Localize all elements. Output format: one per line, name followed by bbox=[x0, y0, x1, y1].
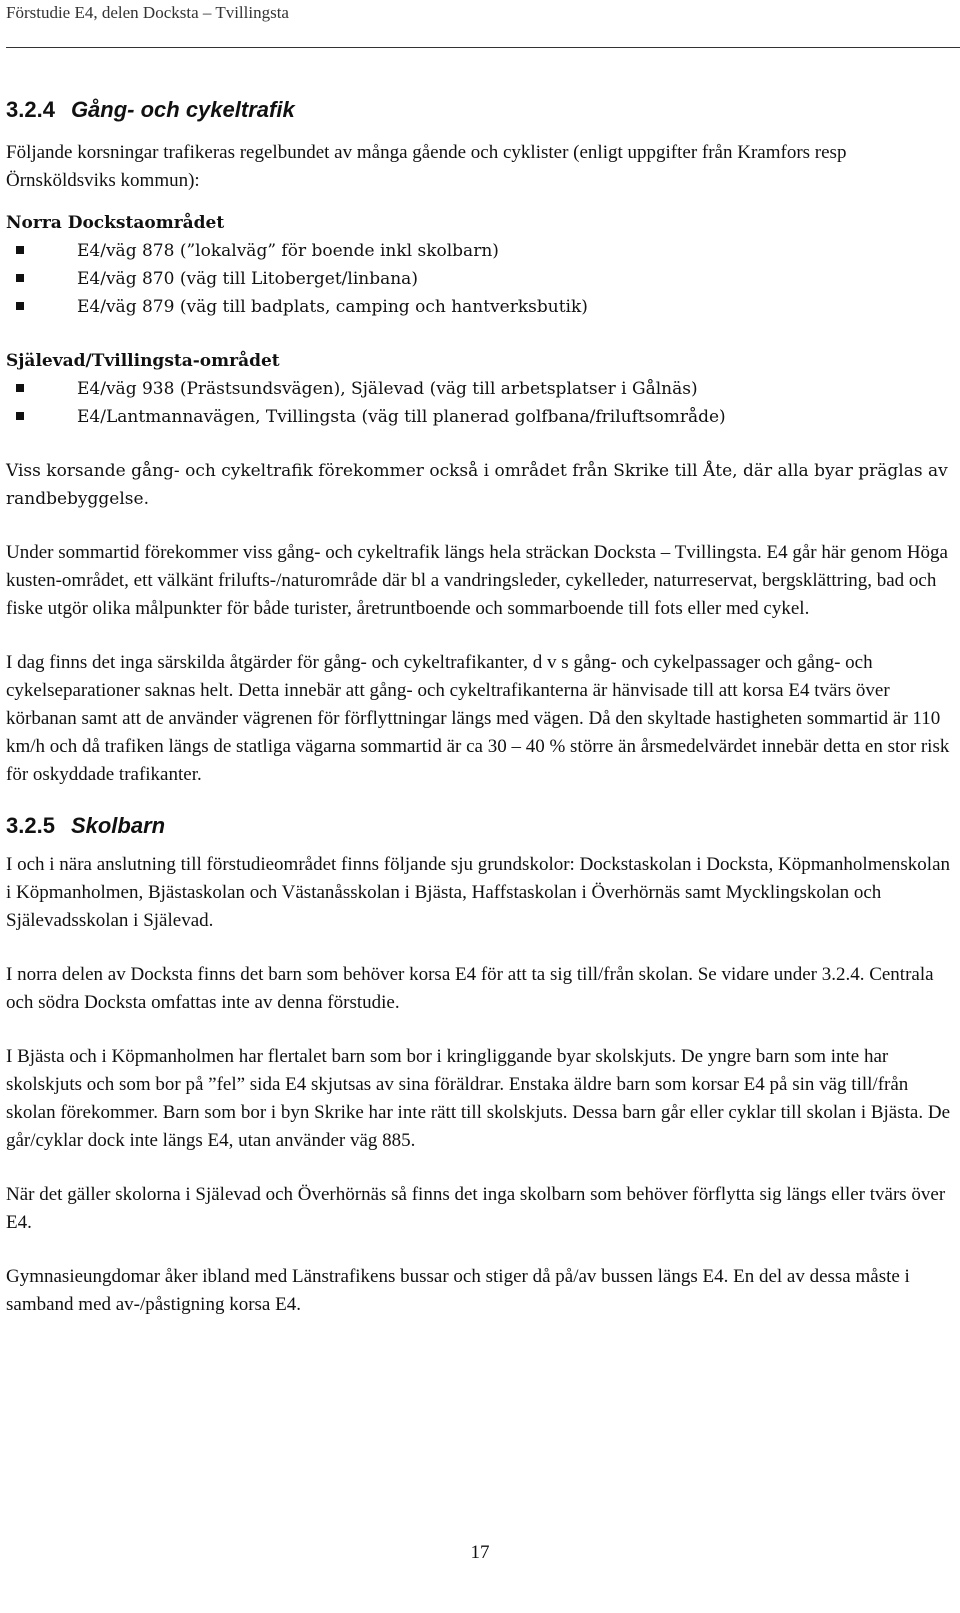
running-header: Förstudie E4, delen Docksta – Tvillingsta bbox=[6, 3, 289, 22]
paragraph-atgarder: I dag finns det inga särskilda åtgärder för gång- och cykeltrafikanter, d v s gång- och cykelpassager och gång- och cykelseparationer saknas helt. Detta innebär att gång- och cykeltrafikanterna är hänvisade till att korsa E4 tvärs över körbanan samt att de använder vägrenen för förflyttningar längs med vägen. Då den skyltade hastigheten sommartid är 110 km/h och då trafiken längs de statliga vägarna sommartid är ca 30 – 40 % större än årsmedelvärdet innebär detta en stor risk för oskyddade trafikanter. bbox=[6, 652, 950, 785]
area-heading-sjalevad: Själevad/Tvillingsta-området bbox=[6, 351, 280, 371]
section-number: 3.2.5 bbox=[6, 813, 55, 838]
list-item-text: E4/Lantmannavägen, Tvillingsta (väg till planerad golfbana/friluftsområde) bbox=[77, 407, 726, 427]
square-bullet-icon bbox=[16, 384, 24, 392]
list-item-text: E4/väg 879 (väg till badplats, camping och hantverksbutik) bbox=[77, 297, 588, 317]
page-content bbox=[6, 95, 956, 1319]
header-rule bbox=[6, 47, 960, 48]
paragraph-skrike-ate: Viss korsande gång- och cykeltrafik förekommer också i området från Skrike till Åte, där alla byar präglas av randbebyggelse. bbox=[6, 461, 948, 509]
list-item-text: E4/väg 938 (Prästsundsvägen), Själevad (väg till arbetsplatser i Gålnäs) bbox=[77, 379, 698, 399]
list-item bbox=[6, 237, 956, 265]
section-number: 3.2.4 bbox=[6, 97, 55, 122]
area-heading-norra-docksta: Norra Dockstaområdet bbox=[6, 213, 225, 233]
paragraph-bjasta-kopmanholmen: I Bjästa och i Köpmanholmen har flertalet barn som bor i kringliggande byar skolskjuts. De yngre barn som inte har skolskjuts och som bor på ”fel” sida E4 skjutsas av sina föräldrar. Enstaka äldre barn som korsar E4 på sin väg till/från skolan förekommer. Barn som bor i byn Skrike har inte rätt till skolskjuts. Dessa barn går eller cyklar till skolan i Bjästa. De går/cyklar dock inte längs E4, utan använder väg 885. bbox=[6, 1046, 950, 1151]
paragraph-norra-docksta: I norra delen av Docksta finns det barn som behöver korsa E4 för att ta sig till/från skolan. Se vidare under 3.2.4. Centrala och södra Docksta omfattas inte av denna förstudie. bbox=[6, 964, 934, 1013]
square-bullet-icon bbox=[16, 246, 24, 254]
paragraph-grundskolor: I och i nära anslutning till förstudieområdet finns följande sju grundskolor: Dockstaskolan i Docksta, Köpmanholmenskolan i Köpmanholmen, Bjästaskolan och Västanåsskolan i Bjästa, Haffstaskolan i Överhörnäs samt Mycklingskolan och Själevadsskolan i Själevad. bbox=[6, 854, 951, 931]
list-item bbox=[6, 265, 956, 293]
list-item bbox=[6, 293, 956, 321]
section-title: Skolbarn bbox=[70, 813, 166, 838]
list-item bbox=[6, 375, 956, 403]
square-bullet-icon bbox=[16, 302, 24, 310]
list-item-text: E4/väg 870 (väg till Litoberget/linbana) bbox=[77, 269, 418, 289]
section-heading-324 bbox=[6, 95, 956, 125]
section-title: Gång- och cykeltrafik bbox=[70, 97, 295, 122]
list-item bbox=[6, 403, 956, 431]
paragraph-sommartid: Under sommartid förekommer viss gång- och cykeltrafik längs hela sträckan Docksta – Tvillingsta. E4 går här genom Höga kusten-området, ett välkänt frilufts-/naturområde där bl a vandringsleder, cykelleder, naturreservat, bergsklättring, bad och fiske utgör olika målpunkter för både turister, åretruntboende och sommarboende till fots eller med cykel. bbox=[6, 542, 948, 619]
bullet-list-norra-docksta bbox=[6, 237, 956, 321]
bullet-list-sjalevad bbox=[6, 375, 956, 431]
page-number: 17 bbox=[470, 1542, 490, 1563]
square-bullet-icon bbox=[16, 274, 24, 282]
list-item-text: E4/väg 878 (”lokalväg” för boende inkl skolbarn) bbox=[77, 241, 499, 261]
section-heading-325 bbox=[6, 811, 956, 841]
intro-paragraph: Följande korsningar trafikeras regelbundet av många gående och cyklister (enligt uppgifter från Kramfors resp Örnsköldsviks kommun): bbox=[6, 142, 847, 191]
paragraph-gymnasieungdomar: Gymnasieungdomar åker ibland med Länstrafikens bussar och stiger då på/av bussen längs E4. En del av dessa måste i samband med av-/påstigning korsa E4. bbox=[6, 1266, 910, 1315]
square-bullet-icon bbox=[16, 412, 24, 420]
paragraph-sjalevad-overhornas: När det gäller skolorna i Själevad och Överhörnäs så finns det inga skolbarn som behöver förflytta sig längs eller tvärs över E4. bbox=[6, 1184, 946, 1233]
